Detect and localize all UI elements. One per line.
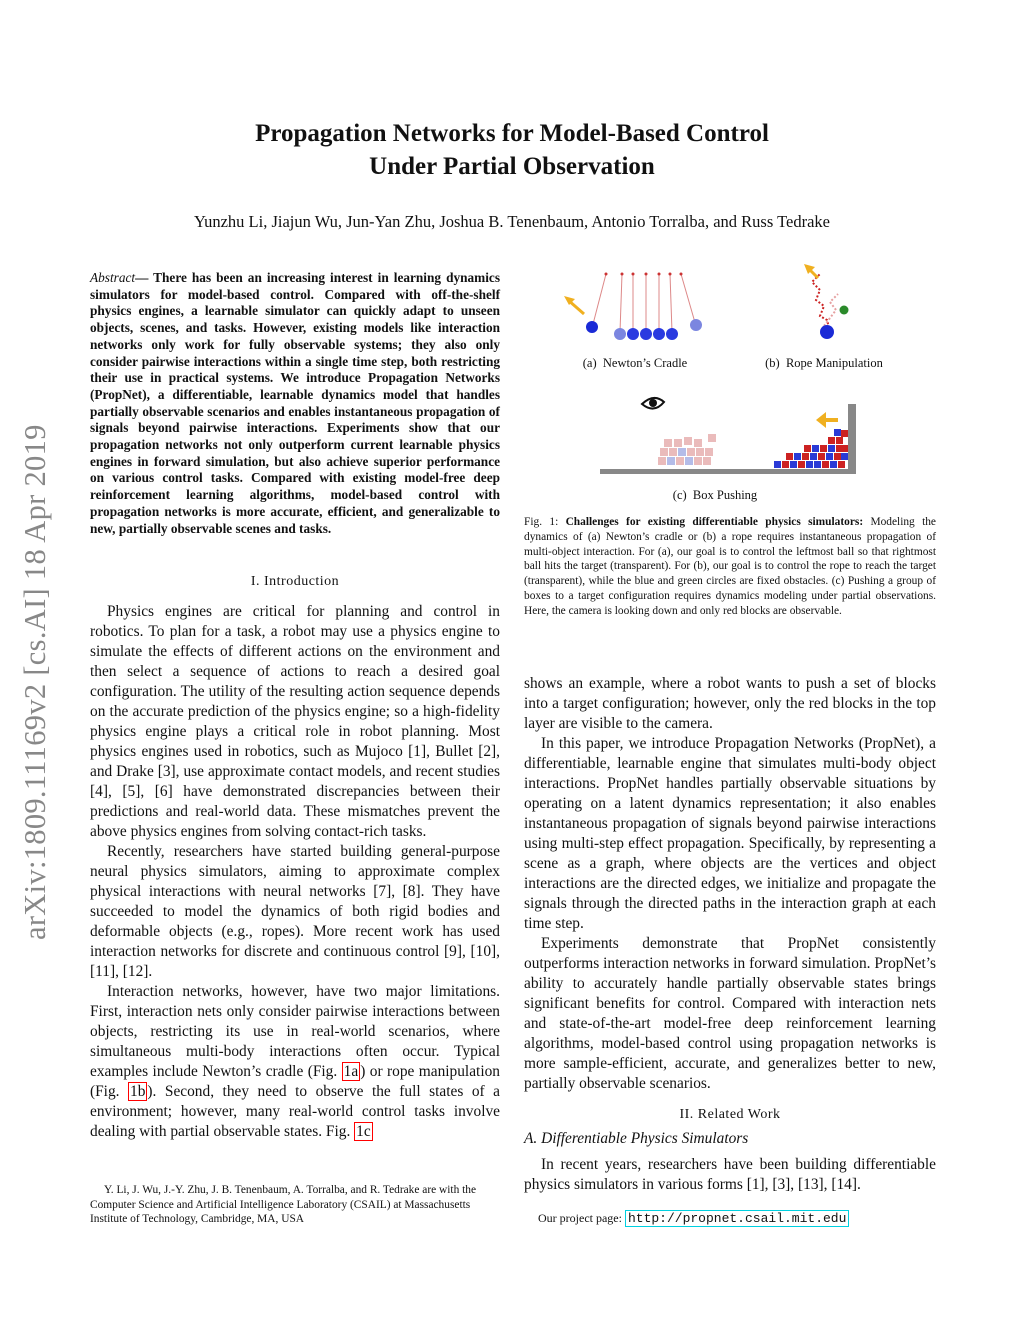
figure-ref-1c[interactable]: 1c xyxy=(356,1123,371,1140)
intro-p3-part-a: Interaction networks, however, have two major limitations. First, interaction nets only consider pairwise interactions between objects, restricting its use in real-world scenarios, where simultaneous multi-body interactions often occur. Typical examples include Newton’s cradle (Fig. xyxy=(90,983,500,1080)
rope-obstacle-green xyxy=(840,306,849,315)
cradle-ball-target xyxy=(690,319,702,331)
paper-title-line-2: Under Partial Observation xyxy=(369,153,655,180)
arrow-head-icon xyxy=(816,412,826,428)
paper-title-line-1: Propagation Networks for Model-Based Control xyxy=(255,120,769,147)
subcaption-a-text: Newton’s Cradle xyxy=(602,356,688,370)
affiliation-footnote: Y. Li, J. Wu, J.-Y. Zhu, J. B. Tenenbaum, A. Torralba, and R. Tedrake are with the Computer Science and Artificial Intelligence Laboratory (CSAIL) at Massachusetts Institute of Technology, Cambridge, MA, USA xyxy=(90,1184,477,1226)
right-column-body xyxy=(524,674,936,1094)
subcaption-a xyxy=(560,356,710,371)
right-paragraph-3: Experiments demonstrate that PropNet consistently outperforms interaction networks in forward simulation. PropNet’s ability to accurately handle partially observable states brings significant benefits for control. Compared with interaction nets and state-of-the-art model-free deep reinforcement learning algorithms, model-based control using propagation networks is more sample-efficient, accurate, and generalizes better to new, partially observable scenarios. xyxy=(524,935,936,1092)
subcaption-c-tag: (c) xyxy=(672,488,687,502)
intro-p3-part-c: ). Second, they need to observe the full states of a environment; however, many real-world control tasks involve dealing with partial observable states. Fig. xyxy=(90,1083,500,1140)
cradle-ball xyxy=(627,328,639,340)
subcaption-a-tag: (a) xyxy=(582,356,597,370)
current-blocks xyxy=(774,429,848,468)
cradle-string xyxy=(670,274,672,332)
project-page-label: Our project page: xyxy=(538,1211,625,1225)
subcaption-c xyxy=(660,488,770,503)
caption-text: Modeling the dynamics of (a) Newton’s cradle or (b) a rope requires instantaneous propagation of multi-object interaction. For (a), our goal is to control the leftmost ball so that rightmost ball hits the target (transparent). For (b), our goal is to control the rope to reach the target (transparent), while the blue and green circles are fixed obstacles. (c) Pushing a group of boxes to a target configuration requires dynamics modeling under partial observations. Here, the camera is looking down and only red blocks are observable. xyxy=(524,516,936,617)
section-heading-introduction: I. Introduction xyxy=(250,574,340,589)
rope xyxy=(812,274,830,332)
right-paragraph-2: In this paper, we introduce Propagation Networks (PropNet), a differentiable, learnable engine that simulates multi-body object interactions. PropNet handles partially observable situations by operating on a latent dynamics representation; it also enables instantaneous propagation of signals beyond pairwise interactions using multi-step effect propagation. Specifically, by representing a scene as a graph, where objects are the vertices and object interactions are the directed edges, we initialize and propagate the signals through the directed paths in the interaction graph at each time step. xyxy=(524,735,936,932)
abstract-text: There has been an increasing interest in learning dynamics simulators for model-based control. Compared with off-the-shelf physics engines, a learnable simulator can quickly adapt to unseen objects, scenes, and tasks. However, existing models like interaction networks only work for fully observable systems; they also only consider pairwise interactions within a single time step, both restricting their use in practical systems. We introduce Propagation Networks (PropNet), a differentiable, learnable dynamics model that handles partially observable scenarios and enables instantaneous propagation of signals beyond pairwise interactions. Experiments show that our propagation networks not only outperform current learnable physics engines in forward simulation, but also achieve superior performance on various control tasks. Compared with existing model-free deep reinforcement learning algorithms, model-based control with propagation networks is more accurate, efficient, and generalizable to new, partially observable scenes and tasks. xyxy=(90,270,500,536)
subcaption-b-text: Rope Manipulation xyxy=(785,356,883,370)
right-paragraph-4: In recent years, researchers have been building differentiable physics simulators in various forms [1], [3], [13], [14]. xyxy=(524,1156,936,1193)
figure-ref-1a[interactable]: 1a xyxy=(343,1063,359,1080)
subcaption-c-text: Box Pushing xyxy=(692,488,758,502)
right-paragraph-1: shows an example, where a robot wants to push a set of blocks into a target configuration; however, only the red blocks in the top layer are visible to the camera. xyxy=(524,675,936,732)
cradle-ball xyxy=(640,328,652,340)
newtons-cradle-figure xyxy=(556,268,716,348)
rope-target xyxy=(824,294,838,326)
subsection-heading: A. Differentiable Physics Simulators xyxy=(524,1130,749,1147)
project-page-link[interactable]: http://propnet.csail.mit.edu xyxy=(625,1210,849,1227)
intro-p3-part-b: ) or rope manipulation (Fig. xyxy=(90,1063,500,1100)
cradle-ball xyxy=(666,328,678,340)
related-work-body xyxy=(524,1155,936,1195)
caption-label: Fig. 1: xyxy=(524,516,566,528)
intro-paragraph-2: Recently, researchers have started building general-purpose neural physics simulators, aiming to approximate complex physical interactions with neural networks [7], [8]. They have succeeded to model the dynamics of both rigid bodies and deformable objects (e.g., ropes). More recent work has used interaction networks for discrete and continuous control [9], [10], [11], [12]. xyxy=(90,843,500,980)
section-heading-related-work: II. Related Work xyxy=(679,1107,781,1122)
figure-ref-1b[interactable]: 1b xyxy=(130,1083,146,1100)
intro-paragraph-3 xyxy=(90,982,500,1142)
subcaption-b xyxy=(756,356,892,371)
project-page-footnote xyxy=(538,1211,849,1227)
cradle-string xyxy=(620,274,622,332)
rope-obstacle-blue xyxy=(820,325,834,339)
authors: Yunzhu Li, Jiajun Wu, Jun-Yan Zhu, Joshua B. Tenenbaum, Antonio Torralba, and Russ Tedrake xyxy=(194,212,830,231)
intro-paragraph-1: Physics engines are critical for planning and control in robotics. To plan for a task, a robot may use a physics engine to simulate the effects of different actions on the environment and then select a sequence of actions to reach a desired goal configuration. The utility of the resulting action sequence depends on the accurate prediction of the physics engine; so a high-fidelity physics engine plays a critical role in robot planning. Most physics engines used in robotics, such as Mujoco [1], Bullet [2], and Drake [3], use approximate contact models, and recent studies [4], [5], [6] have demonstrated discrepancies between their predictions and real-world data. These mismatches prevent the above physics engines from solving contact-rich tasks. xyxy=(90,603,500,840)
abstract xyxy=(90,270,500,537)
intro-body xyxy=(90,602,500,1142)
figure-caption xyxy=(524,515,936,619)
subcaption-b-tag: (b) xyxy=(765,356,780,370)
abstract-dash: — xyxy=(135,270,149,285)
abstract-lead: Abstract xyxy=(90,270,136,285)
cradle-ball xyxy=(653,328,665,340)
ground xyxy=(600,469,856,474)
box-pushing-figure xyxy=(598,390,860,476)
arxiv-stamp: arXiv:1809.11169v2 [cs.AI] 18 Apr 2019 xyxy=(18,424,52,940)
cradle-ball xyxy=(614,328,626,340)
cradle-string xyxy=(592,274,606,328)
wall xyxy=(848,404,856,474)
cradle-ball-left xyxy=(586,321,598,333)
cradle-string xyxy=(681,274,696,326)
caption-bold: Challenges for existing differentiable physics simulators: xyxy=(565,516,864,528)
rope-manipulation-figure xyxy=(790,260,870,346)
